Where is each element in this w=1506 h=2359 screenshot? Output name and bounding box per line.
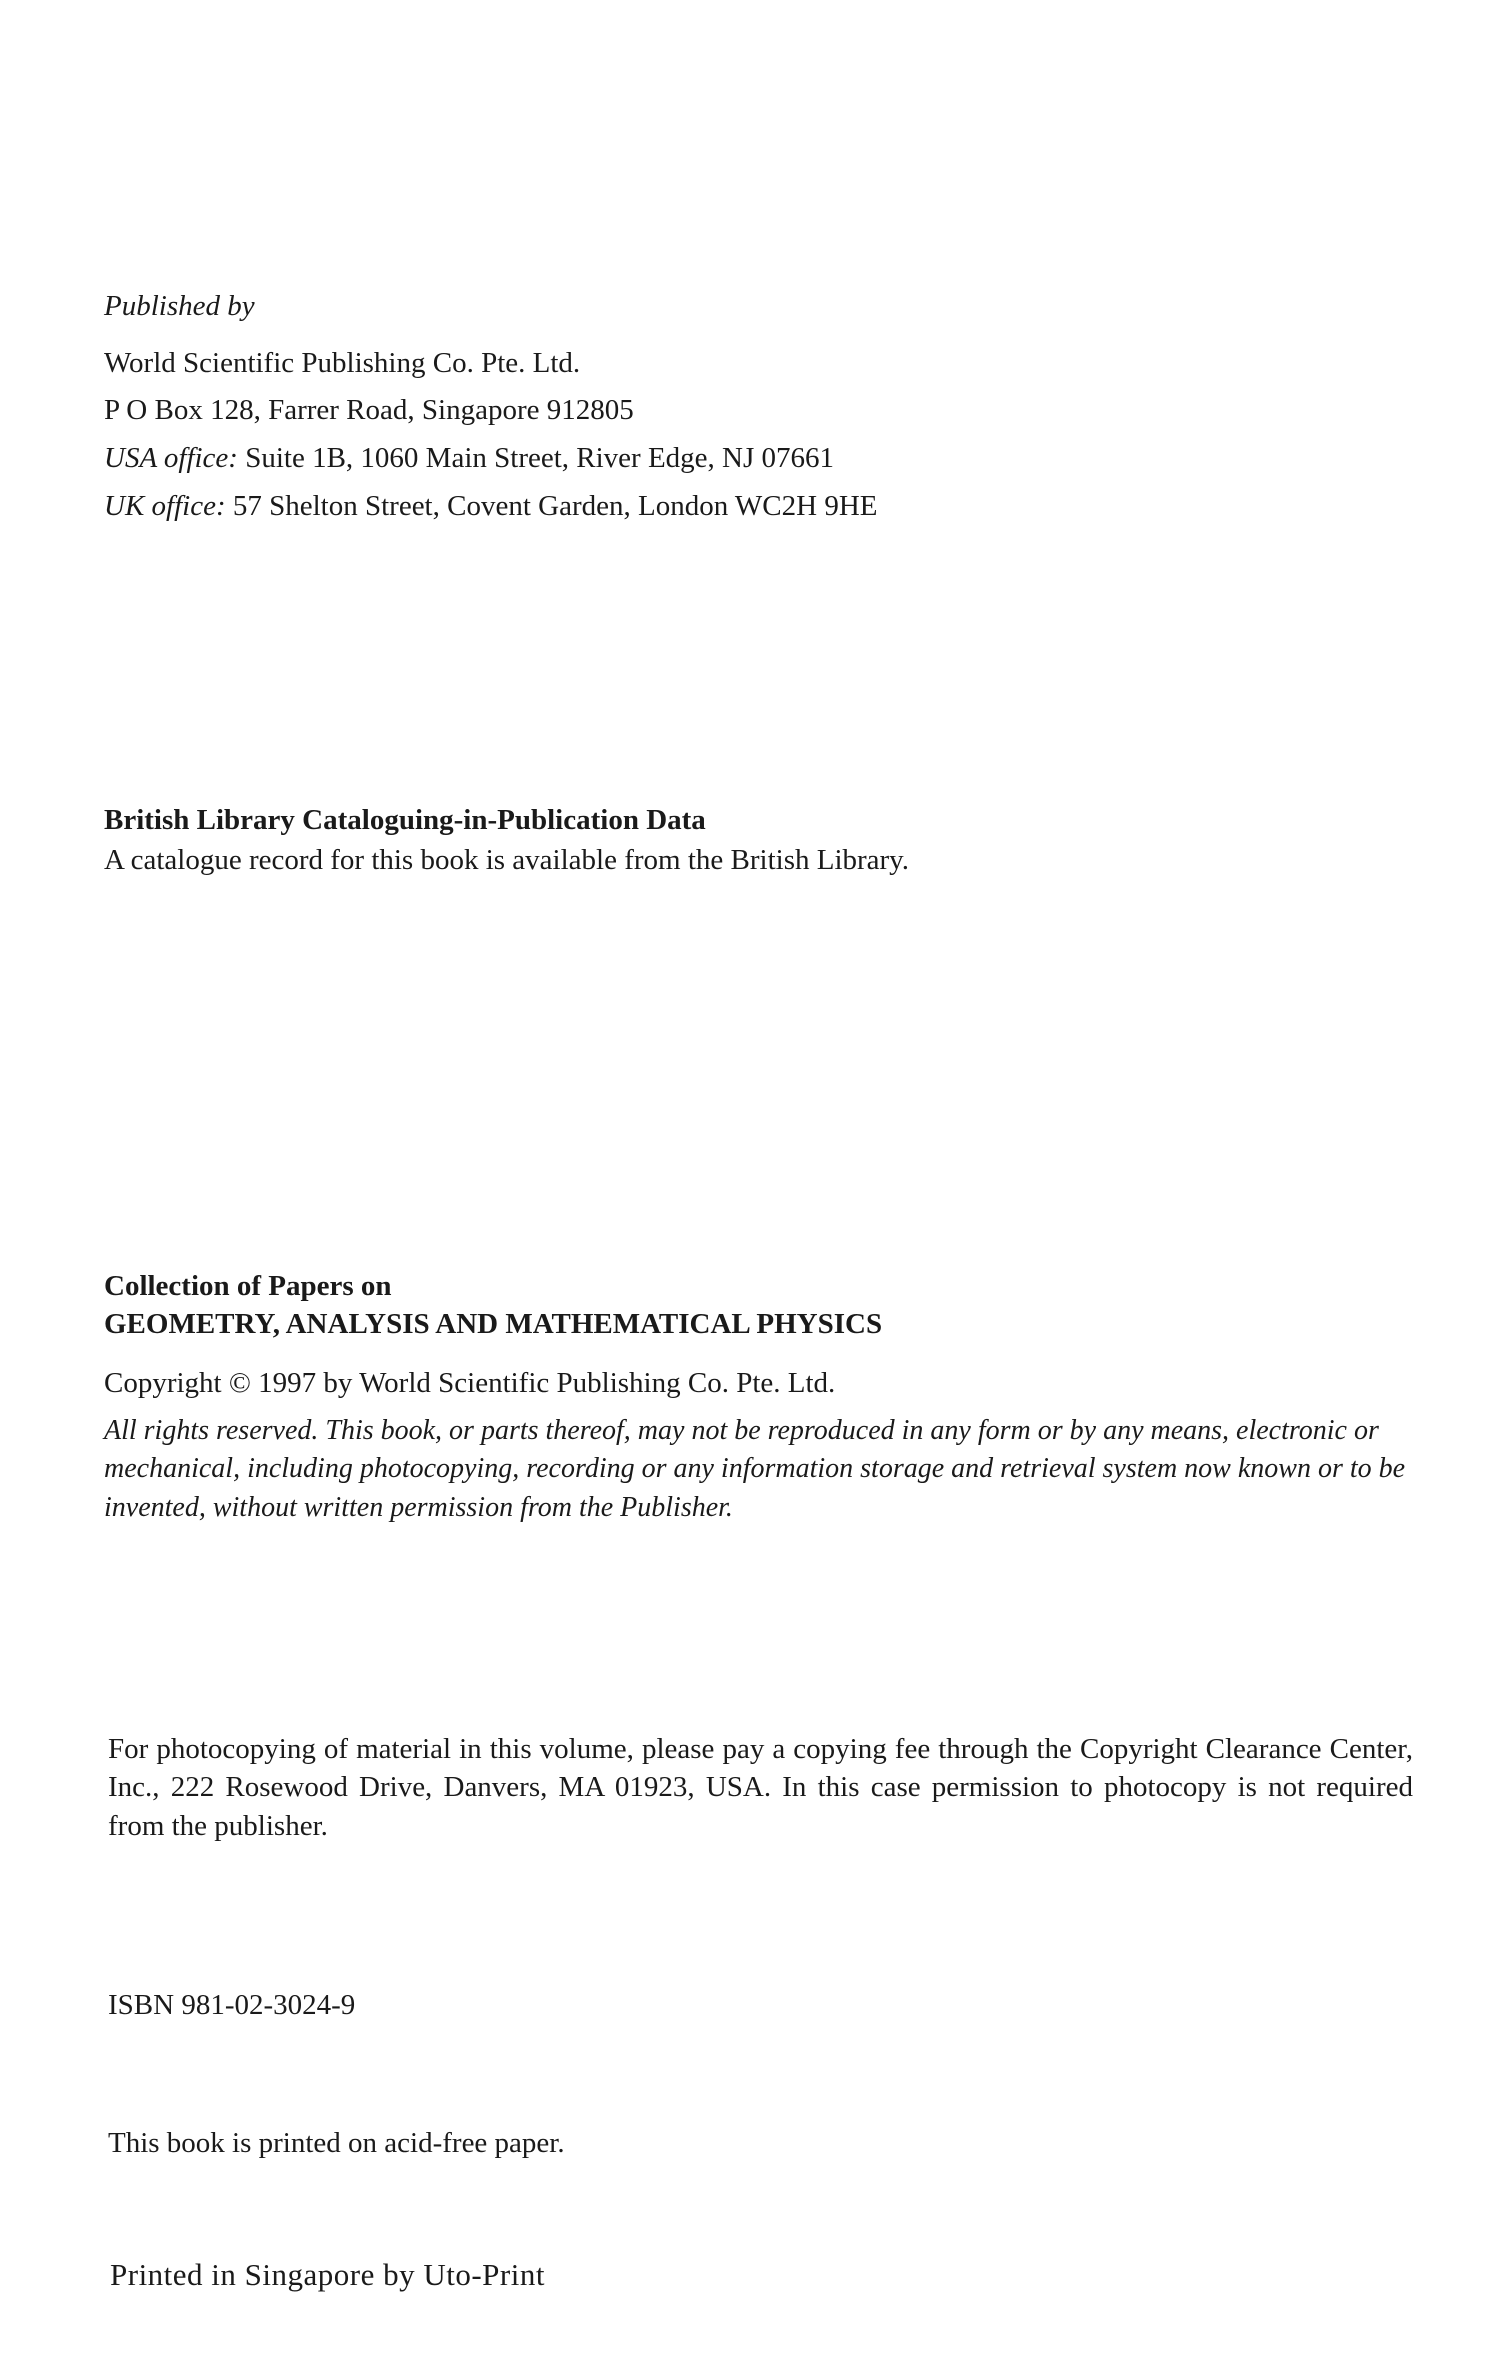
publisher-address: P O Box 128, Farrer Road, Singapore 912805 — [104, 394, 634, 426]
usa-office-line — [104, 440, 834, 478]
published-by-label: Published by — [104, 290, 255, 322]
copyright-line: Copyright © 1997 by World Scientific Publishing Co. Pte. Ltd. — [104, 1367, 836, 1399]
cip-text: A catalogue record for this book is available from the British Library. — [104, 844, 910, 876]
rights-statement: All rights reserved. This book, or parts thereof, may not be reproduced in any form or by any means, electronic or mechanical, including photocopying, recording or any information storage and retrieval system now known or to be invented, without written permission from the Publisher. — [104, 1415, 1406, 1523]
cip-heading: British Library Cataloguing-in-Publication Data — [104, 804, 706, 836]
uk-office-line — [104, 488, 878, 526]
isbn: ISBN 981-02-3024-9 — [108, 1989, 356, 2021]
book-title-line2: GEOMETRY, ANALYSIS AND MATHEMATICAL PHYSICS — [104, 1308, 883, 1340]
usa-office-label: USA office: — [104, 442, 238, 474]
printed-in: Printed in Singapore by Uto-Print — [110, 2257, 545, 2292]
uk-office-label: UK office: — [104, 490, 226, 522]
publisher-name: World Scientific Publishing Co. Pte. Ltd. — [104, 347, 581, 379]
usa-office-address: Suite 1B, 1060 Main Street, River Edge, NJ 07661 — [245, 442, 835, 474]
photocopy-notice: For photocopying of material in this volume, please pay a copying fee through the Copyright Clearance Center, Inc., 222 Rosewood Drive, Danvers, MA 01923, USA. In this case permission to photocopy is not required from the publisher. — [108, 1733, 1413, 1842]
paper-note: This book is printed on acid-free paper. — [108, 2127, 565, 2159]
uk-office-address: 57 Shelton Street, Covent Garden, London WC2H 9HE — [232, 490, 878, 522]
book-title-line1: Collection of Papers on — [104, 1270, 392, 1302]
